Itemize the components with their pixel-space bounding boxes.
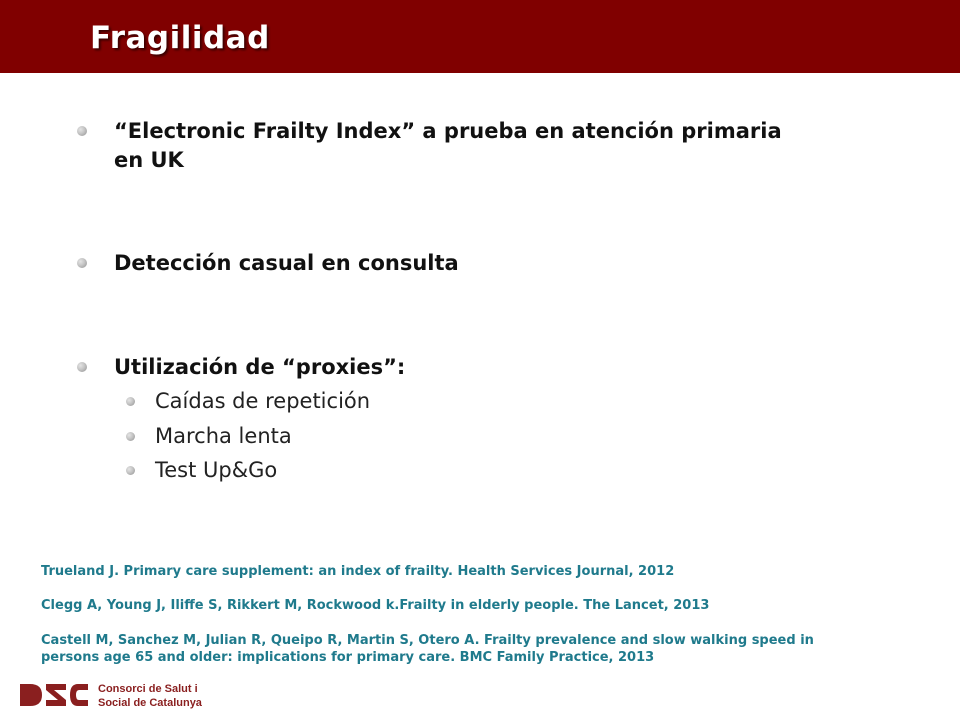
slide-title: Fragilidad <box>90 20 270 56</box>
bullet-utilizacion-proxies: Utilización de “proxies”: <box>114 355 406 379</box>
bullet-electronic-frailty-line1: “Electronic Frailty Index” a prueba en atención primaria <box>114 119 782 143</box>
sub-bullet-dot-icon <box>126 397 135 406</box>
logo-text-line2: Social de Catalunya <box>98 697 202 709</box>
csc-logo <box>18 680 238 712</box>
bullet-dot-icon <box>77 362 87 372</box>
sub-bullet-marcha-lenta: Marcha lenta <box>155 424 292 448</box>
sub-bullet-test-upgo: Test Up&Go <box>155 458 278 482</box>
logo-text-line1: Consorci de Salut i <box>98 683 198 695</box>
bullet-deteccion-casual: Detección casual en consulta <box>114 251 459 275</box>
reference-clegg: Clegg A, Young J, Iliffe S, Rikkert M, Rockwood k.Frailty in elderly people. The Lancet, 2013 <box>41 598 710 613</box>
bullet-dot-icon <box>77 258 87 268</box>
sub-bullet-dot-icon <box>126 432 135 441</box>
sub-bullet-dot-icon <box>126 466 135 475</box>
reference-trueland: Trueland J. Primary care supplement: an index of frailty. Health Services Journal, 2012 <box>41 564 675 579</box>
sub-bullet-caidas: Caídas de repetición <box>155 389 371 413</box>
csc-logo-mark-icon <box>18 680 90 710</box>
bullet-electronic-frailty-line2: en UK <box>114 148 184 172</box>
title-bar <box>0 0 960 73</box>
reference-castell-line1: Castell M, Sanchez M, Julian R, Queipo R, Martin S, Otero A. Frailty prevalence and slow walking speed in <box>41 633 814 648</box>
reference-castell-line2: persons age 65 and older: implications for primary care. BMC Family Practice, 2013 <box>41 650 655 665</box>
bullet-dot-icon <box>77 126 87 136</box>
